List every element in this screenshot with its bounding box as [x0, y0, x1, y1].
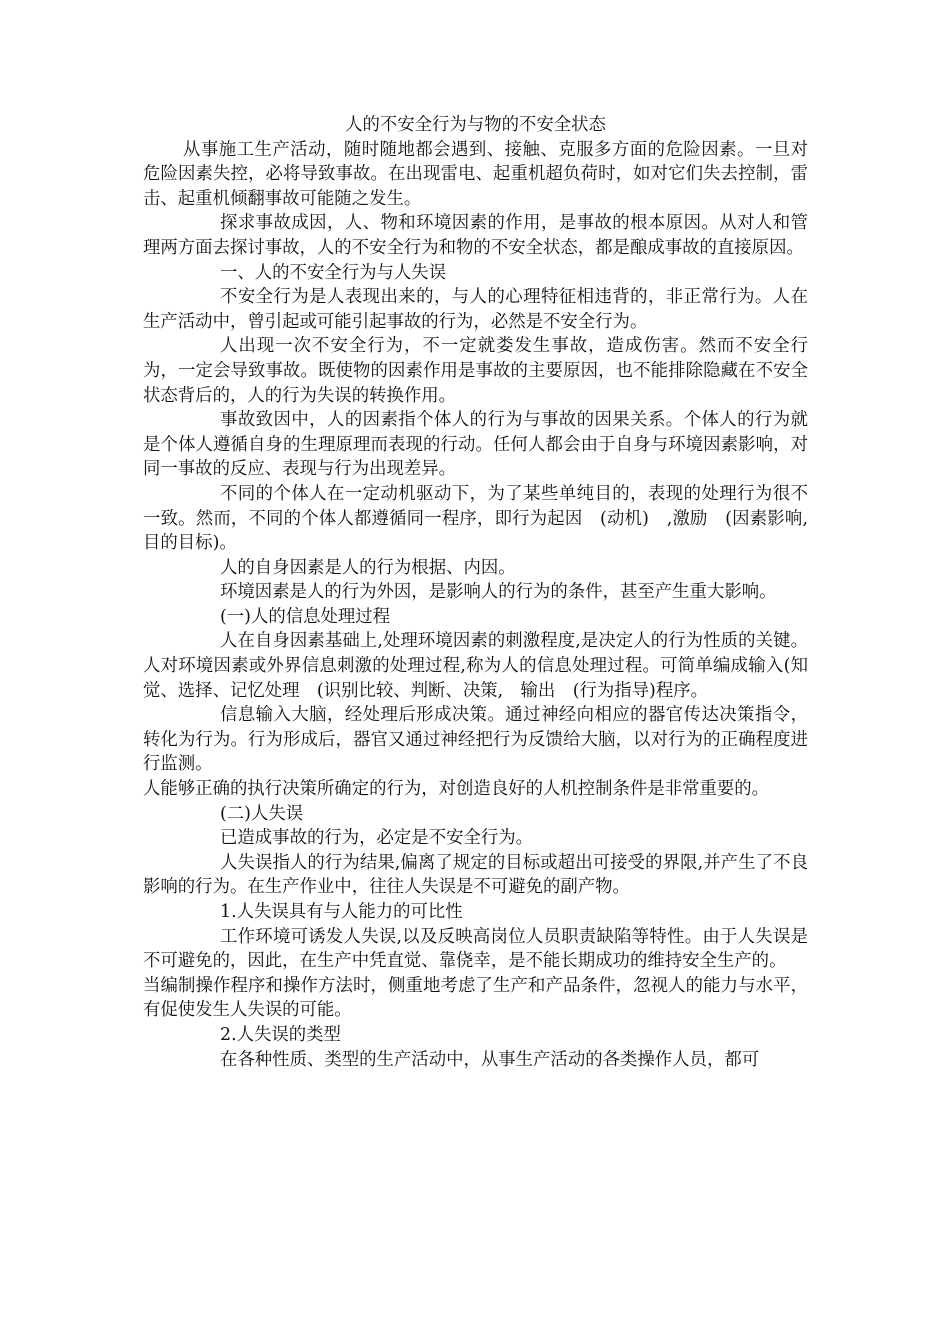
- paragraph: 人的自身因素是人的行为根据、内因。: [220, 557, 516, 578]
- paragraph: 不安全行为是人表现出来的，与人的心理特征相违背的，非正常行为。人在生产活动中，曾引起或可能引起事故的行为，必然是不安全行为。: [143, 287, 808, 332]
- paragraph: 不同的个体人在一定动机驱动下，为了某些单纯目的，表现的处理行为很不一致。然而，不同的个体人都遵循同一程序，即行为起因 (动机) ,激励 (因素影响,目的目标)。: [143, 483, 808, 554]
- paragraph: 在各种性质、类型的生产活动中，从事生产活动的各类操作人员，都可: [220, 1049, 760, 1070]
- document-body: [143, 138, 808, 1073]
- paragraph: 从事施工生产活动，随时随地都会遇到、接触、克服多方面的危险因素。一旦对危险因素失控，必将导致事故。在出现雷电、起重机超负荷时，如对它们失去控制，雷击、起重机倾翻事故可能随之发生。: [143, 139, 808, 209]
- paragraph: (二)人失误: [220, 803, 304, 824]
- paragraph: 已造成事故的行为，必定是不安全行为。: [220, 828, 534, 849]
- paragraph: 人在自身因素基础上,处理环境因素的刺激程度,是决定人的行为性质的关键。人对环境因素或外界信息刺激的处理过程,称为人的信息处理过程。可简单编成输入(知觉、选择、记忆处理 (识别比较、判断、决策, 输出 (行为指导)程序。: [143, 631, 808, 701]
- paragraph: 人出现一次不安全行为，不一定就娄发生事故，造成伤害。然而不安全行为，一定会导致事故。既使物的因素作用是事故的主要原因，也不能排除隐藏在不安全状态背后的，人的行为失误的转换作用。: [143, 336, 808, 406]
- paragraph: 信息输入大脑，经处理后形成决策。通过神经向相应的器官传达决策指令，转化为行为。行为形成后，器官又通过神经把行为反馈给大脑，以对行为的正确程度进行监测。: [143, 705, 808, 775]
- paragraph: 探求事故成因，人、物和环境因素的作用，是事故的根本原因。从对人和管理两方面去探讨事故，人的不安全行为和物的不安全状态，都是酿成事故的直接原因。: [143, 213, 808, 258]
- paragraph: 一、人的不安全行为与人失误: [220, 262, 447, 283]
- document-title: 人的不安全行为与物的不安全状态: [345, 115, 606, 135]
- paragraph: 环境因素是人的行为外因，是影响人的行为的条件，甚至产生重大影响。: [220, 582, 777, 603]
- paragraph: 1.人失误具有与人能力的可比性: [220, 902, 463, 922]
- paragraph: 人失误指人的行为结果,偏离了规定的目标或超出可接受的界限,并产生了不良影响的行为。在生产作业中，往往人失误是不可避免的副产物。: [143, 852, 808, 898]
- paragraph: 当编制操作程序和操作方法时，侧重地考虑了生产和产品条件，忽视人的能力与水平，有促使发生人失误的可能。: [143, 975, 808, 1021]
- paragraph: 事故致因中，人的因素指个体人的行为与事故的因果关系。个体人的行为就是个体人遵循自身的生理原理而表现的行动。任何人都会由于自身与环境因素影响，对同一事故的反应、表现与行为出现差异。: [143, 410, 808, 480]
- paragraph: 人能够正确的执行决策所确定的行为，对创造良好的人机控制条件是非常重要的。: [143, 779, 770, 800]
- paragraph: 2.人失误的类型: [220, 1024, 341, 1045]
- paragraph: (一)人的信息处理过程: [220, 606, 391, 627]
- paragraph: 工作环境可诱发人失误,以及反映高岗位人员职责缺陷等特性。由于人失误是不可避免的，因此，在生产中凭直觉、靠侥幸，是不能长期成功的维持安全生产的。: [143, 926, 808, 972]
- document-page: [143, 113, 808, 1072]
